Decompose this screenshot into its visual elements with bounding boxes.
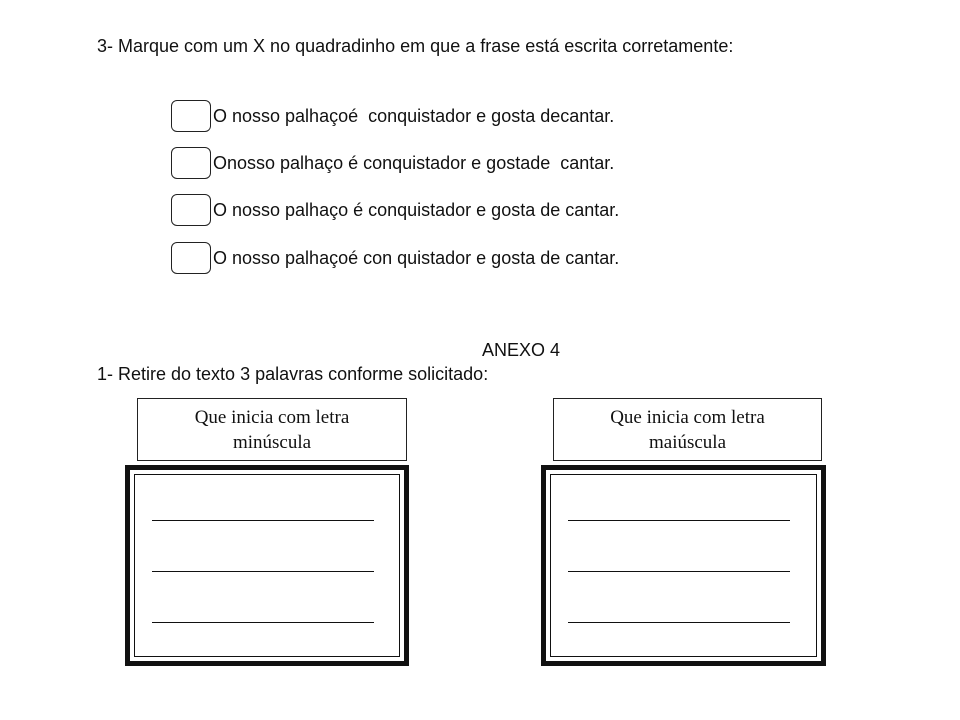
option-3-text: O nosso palhaço é conquistador e gosta de cantar. — [213, 199, 620, 220]
option-1-text: O nosso palhaçoé conquistador e gosta decantar. — [213, 105, 615, 126]
lowercase-answer-line-1[interactable] — [152, 520, 374, 521]
option-4-checkbox[interactable] — [171, 242, 211, 274]
uppercase-header-line2: maiúscula — [648, 431, 727, 453]
option-1-checkbox[interactable] — [171, 100, 211, 132]
option-4-text: O nosso palhaçoé con quistador e gosta de cantar. — [213, 247, 620, 268]
lowercase-answer-box — [125, 465, 409, 666]
option-3 — [171, 193, 619, 227]
lowercase-header-line1: Que inicia com letra — [194, 406, 350, 428]
uppercase-answer-box — [541, 465, 826, 666]
option-3-checkbox[interactable] — [171, 194, 211, 226]
uppercase-column-header — [553, 398, 822, 461]
annex-title: ANEXO 4 — [482, 340, 561, 360]
option-2 — [171, 146, 614, 180]
uppercase-answer-inner-border — [550, 474, 817, 657]
lowercase-column-header — [137, 398, 407, 461]
lowercase-answer-line-2[interactable] — [152, 571, 374, 572]
uppercase-header-line1: Que inicia com letra — [610, 406, 765, 428]
uppercase-answer-line-1[interactable] — [568, 520, 790, 521]
option-1 — [171, 99, 614, 133]
lowercase-header-line2: minúscula — [232, 431, 312, 453]
option-4 — [171, 241, 619, 275]
question-3-title: 3- Marque com um X no quadradinho em que a frase está escrita corretamente: — [97, 36, 734, 56]
lowercase-answer-inner-border — [134, 474, 400, 657]
uppercase-answer-line-2[interactable] — [568, 571, 790, 572]
option-2-text: Onosso palhaço é conquistador e gostade cantar. — [213, 152, 615, 173]
question-1-title: 1- Retire do texto 3 palavras conforme solicitado: — [97, 364, 489, 384]
lowercase-answer-line-3[interactable] — [152, 622, 374, 623]
uppercase-answer-line-3[interactable] — [568, 622, 790, 623]
option-2-checkbox[interactable] — [171, 147, 211, 179]
